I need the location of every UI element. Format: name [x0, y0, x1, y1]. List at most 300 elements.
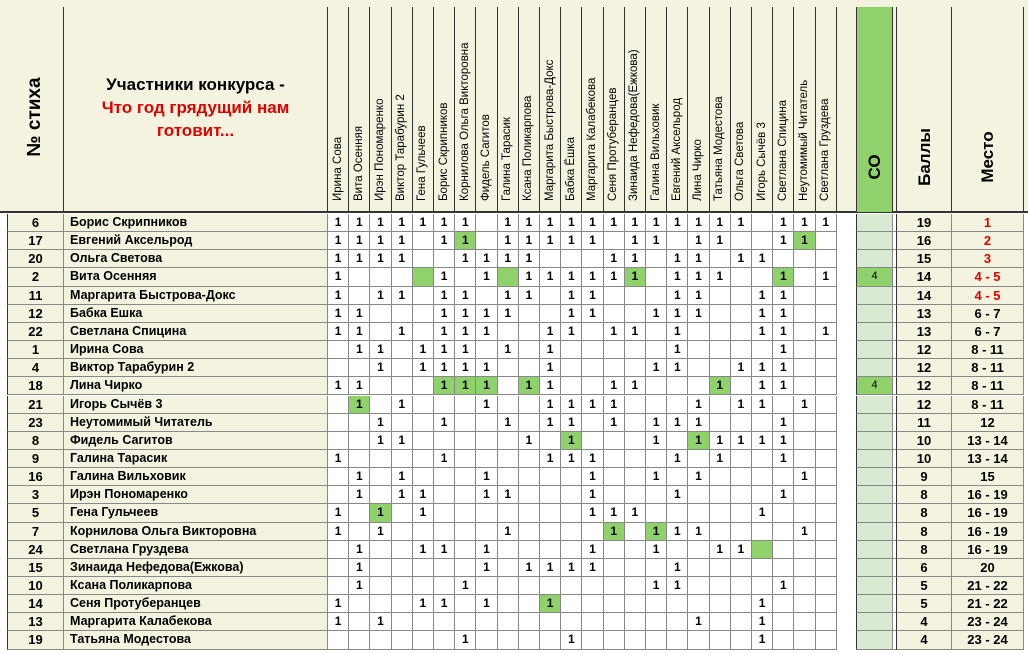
vote-cell — [455, 396, 476, 414]
vote-cell — [646, 613, 667, 631]
vote-cell — [392, 613, 413, 631]
vote-cell: 1 — [688, 232, 709, 250]
vote-cell: 1 — [773, 287, 794, 305]
participant-name: Зинаида Нефедова(Ежкова) — [64, 559, 328, 577]
judge-header — [604, 7, 625, 212]
vote-cell — [434, 468, 455, 486]
vote-cell: 1 — [582, 504, 603, 522]
points-cell: 12 — [896, 396, 952, 414]
vote-cell: 1 — [582, 468, 603, 486]
vote-cell — [413, 268, 434, 286]
vote-cell — [561, 250, 582, 268]
judge-name: Корнилова Ольга Викторовна — [458, 42, 471, 201]
vote-cell — [667, 613, 688, 631]
vote-cell: 1 — [455, 359, 476, 377]
judge-header — [710, 7, 731, 212]
vote-cell: 1 — [773, 486, 794, 504]
vote-cell — [604, 305, 625, 323]
vote-cell — [498, 631, 519, 649]
vote-cell — [625, 613, 646, 631]
points-cell: 12 — [896, 341, 952, 359]
row-number: 2 — [7, 268, 64, 286]
vote-cell: 1 — [392, 396, 413, 414]
vote-cell: 1 — [434, 541, 455, 559]
vote-cell — [625, 559, 646, 577]
judge-name: Зинаида Нефедова(Ежкова) — [628, 49, 641, 201]
place-cell: 12 — [952, 414, 1024, 432]
vote-cell — [392, 341, 413, 359]
vote-cell — [794, 631, 815, 649]
points-cell: 8 — [896, 541, 952, 559]
points-cell: 8 — [896, 486, 952, 504]
judge-name: Ирэн Пономаренко — [373, 98, 386, 201]
vote-cell — [392, 631, 413, 649]
table-row — [0, 468, 1028, 486]
title-line-3: готовит... — [156, 121, 235, 140]
co-cell — [856, 468, 893, 486]
participant-name: Ксана Поликарпова — [64, 577, 328, 595]
place-cell: 16 - 19 — [952, 541, 1024, 559]
vote-cell: 1 — [519, 377, 540, 395]
vote-cell: 1 — [413, 486, 434, 504]
vote-cell — [370, 486, 391, 504]
vote-cell — [625, 523, 646, 541]
vote-cell: 1 — [328, 305, 349, 323]
vote-cell — [434, 523, 455, 541]
vote-cell — [328, 359, 349, 377]
vote-cell — [752, 559, 773, 577]
vote-cell: 1 — [625, 232, 646, 250]
judge-name: Маргарита Быстрова-Докс — [543, 59, 556, 201]
vote-cell — [370, 541, 391, 559]
vote-cell: 1 — [773, 377, 794, 395]
vote-cell — [646, 287, 667, 305]
vote-cell — [498, 377, 519, 395]
vote-cell: 1 — [455, 305, 476, 323]
vote-cell — [773, 250, 794, 268]
co-cell — [856, 595, 893, 613]
judge-header — [519, 7, 540, 212]
row-number: 19 — [7, 631, 64, 649]
vote-cell: 1 — [667, 341, 688, 359]
vote-cell — [540, 468, 561, 486]
vote-cell: 1 — [667, 559, 688, 577]
vote-cell — [731, 414, 752, 432]
co-cell — [856, 450, 893, 468]
vote-cell: 1 — [646, 305, 667, 323]
vote-cell: 1 — [455, 341, 476, 359]
vote-cell — [370, 595, 391, 613]
title-header — [64, 7, 328, 212]
points-cell: 12 — [896, 377, 952, 395]
table-row — [0, 287, 1028, 305]
vote-cell: 1 — [540, 414, 561, 432]
vote-cell — [625, 450, 646, 468]
co-cell — [856, 341, 893, 359]
vote-cell — [816, 287, 837, 305]
vote-cell — [816, 305, 837, 323]
vote-cell — [498, 268, 519, 286]
vote-cell — [476, 504, 497, 522]
vote-cell — [540, 305, 561, 323]
vote-cell: 1 — [773, 414, 794, 432]
vote-cell — [773, 631, 794, 649]
vote-cell — [519, 523, 540, 541]
vote-cell — [582, 432, 603, 450]
vote-cell: 1 — [688, 613, 709, 631]
vote-cell: 1 — [752, 595, 773, 613]
vote-cell — [434, 559, 455, 577]
vote-cell — [434, 631, 455, 649]
vote-cell — [328, 559, 349, 577]
co-cell — [856, 214, 893, 232]
judge-header — [540, 7, 561, 212]
vote-cell — [561, 613, 582, 631]
place-cell: 13 - 14 — [952, 450, 1024, 468]
vote-cell — [455, 414, 476, 432]
place-cell: 23 - 24 — [952, 613, 1024, 631]
vote-cell — [519, 359, 540, 377]
judge-header — [561, 7, 582, 212]
vote-cell: 1 — [455, 214, 476, 232]
row-number: 9 — [7, 450, 64, 468]
co-cell — [856, 613, 893, 631]
vote-cell: 1 — [349, 341, 370, 359]
vote-cell: 1 — [349, 396, 370, 414]
co-cell — [856, 577, 893, 595]
vote-cell — [328, 468, 349, 486]
vote-cell — [455, 468, 476, 486]
vote-cell: 1 — [561, 323, 582, 341]
vote-cell: 1 — [413, 214, 434, 232]
vote-cell — [582, 523, 603, 541]
points-cell: 5 — [896, 577, 952, 595]
vote-cell: 1 — [625, 323, 646, 341]
vote-cell — [582, 377, 603, 395]
vote-cell: 1 — [667, 268, 688, 286]
vote-cell — [328, 341, 349, 359]
vote-cell — [519, 541, 540, 559]
vote-cell — [731, 631, 752, 649]
table-row — [0, 341, 1028, 359]
vote-cell — [688, 359, 709, 377]
participant-name: Татьяна Модестова — [64, 631, 328, 649]
place-cell: 16 - 19 — [952, 486, 1024, 504]
points-cell: 13 — [896, 305, 952, 323]
table-row — [0, 396, 1028, 414]
vote-cell — [582, 613, 603, 631]
vote-cell — [646, 559, 667, 577]
vote-cell — [413, 613, 434, 631]
vote-cell: 1 — [794, 523, 815, 541]
vote-cell — [816, 541, 837, 559]
vote-cell: 1 — [540, 323, 561, 341]
vote-cell — [476, 232, 497, 250]
vote-cell — [413, 396, 434, 414]
vote-cell: 1 — [434, 323, 455, 341]
vote-cell: 1 — [498, 486, 519, 504]
vote-cell: 1 — [392, 432, 413, 450]
vote-cell — [413, 323, 434, 341]
vote-cell — [582, 359, 603, 377]
vote-cell — [752, 268, 773, 286]
vote-cell — [455, 486, 476, 504]
vote-cell — [413, 232, 434, 250]
vote-cell: 1 — [816, 214, 837, 232]
vote-cell: 1 — [392, 287, 413, 305]
vote-cell: 1 — [604, 250, 625, 268]
vote-cell — [413, 468, 434, 486]
vote-cell: 1 — [519, 432, 540, 450]
vote-cell: 1 — [667, 287, 688, 305]
title-line-2: Что год грядущий нам — [101, 98, 290, 117]
vote-cell — [455, 541, 476, 559]
vote-cell: 1 — [731, 250, 752, 268]
place-cell: 6 - 7 — [952, 305, 1024, 323]
vote-cell — [434, 613, 455, 631]
vote-cell — [604, 232, 625, 250]
table-row — [0, 631, 1028, 649]
vote-cell: 1 — [413, 595, 434, 613]
vote-cell — [752, 523, 773, 541]
vote-cell — [688, 341, 709, 359]
participant-name: Вита Осенняя — [64, 268, 328, 286]
points-cell: 6 — [896, 559, 952, 577]
vote-cell — [625, 486, 646, 504]
vote-cell — [370, 268, 391, 286]
vote-cell — [710, 577, 731, 595]
vote-cell — [370, 577, 391, 595]
vote-cell: 1 — [370, 250, 391, 268]
vote-cell: 1 — [328, 232, 349, 250]
vote-cell — [667, 432, 688, 450]
vote-cell: 1 — [370, 432, 391, 450]
co-header-label: СО — [865, 154, 884, 180]
vote-cell — [498, 559, 519, 577]
vote-cell — [816, 523, 837, 541]
judge-name: Вита Осенняя — [352, 125, 365, 201]
vote-cell — [710, 323, 731, 341]
vote-cell — [604, 631, 625, 649]
vote-cell — [413, 631, 434, 649]
table-row — [0, 523, 1028, 541]
vote-cell — [625, 631, 646, 649]
vote-cell — [413, 287, 434, 305]
vote-cell: 1 — [370, 214, 391, 232]
vote-cell: 1 — [561, 214, 582, 232]
vote-cell: 1 — [349, 577, 370, 595]
vote-cell — [710, 523, 731, 541]
vote-cell — [604, 359, 625, 377]
vote-cell: 1 — [752, 631, 773, 649]
vote-cell: 1 — [710, 377, 731, 395]
participant-name: Маргарита Калабекова — [64, 613, 328, 631]
vote-cell: 1 — [392, 250, 413, 268]
vote-cell — [773, 595, 794, 613]
vote-cell — [561, 377, 582, 395]
judge-header — [731, 7, 752, 212]
vote-cell: 1 — [328, 613, 349, 631]
vote-cell: 1 — [392, 214, 413, 232]
participant-name: Виктор Тарабурин 2 — [64, 359, 328, 377]
participant-name: Игорь Сычёв 3 — [64, 396, 328, 414]
points-cell: 14 — [896, 268, 952, 286]
vote-cell: 1 — [731, 214, 752, 232]
table-row — [0, 250, 1028, 268]
participant-name: Борис Скрипников — [64, 214, 328, 232]
vote-cell: 1 — [710, 450, 731, 468]
row-number: 16 — [7, 468, 64, 486]
vote-cell: 1 — [370, 232, 391, 250]
vote-cell: 1 — [710, 232, 731, 250]
vote-cell — [498, 613, 519, 631]
vote-cell — [604, 613, 625, 631]
co-cell — [856, 559, 893, 577]
vote-cell: 1 — [773, 323, 794, 341]
place-cell: 8 - 11 — [952, 341, 1024, 359]
vote-cell: 1 — [519, 559, 540, 577]
table-row — [0, 486, 1028, 504]
vote-cell: 1 — [498, 305, 519, 323]
vote-cell — [349, 504, 370, 522]
participant-name: Светлана Спицина — [64, 323, 328, 341]
judge-header — [752, 7, 773, 212]
vote-cell: 1 — [604, 523, 625, 541]
vote-cell — [625, 595, 646, 613]
row-number: 11 — [7, 287, 64, 305]
vote-cell: 1 — [688, 432, 709, 450]
vote-cell: 1 — [667, 486, 688, 504]
co-cell — [856, 541, 893, 559]
vote-cell — [710, 359, 731, 377]
vote-cell: 1 — [561, 432, 582, 450]
vote-cell — [349, 613, 370, 631]
vote-cell — [688, 631, 709, 649]
vote-cell: 1 — [582, 450, 603, 468]
vote-cell: 1 — [625, 250, 646, 268]
vote-cell — [794, 486, 815, 504]
vote-cell: 1 — [328, 450, 349, 468]
vote-cell — [625, 432, 646, 450]
vote-cell: 1 — [540, 396, 561, 414]
vote-cell: 1 — [816, 268, 837, 286]
vote-cell: 1 — [540, 268, 561, 286]
points-cell: 8 — [896, 504, 952, 522]
vote-cell — [794, 250, 815, 268]
vote-cell: 1 — [498, 250, 519, 268]
vote-cell — [392, 504, 413, 522]
vote-cell: 1 — [688, 268, 709, 286]
vote-cell: 1 — [540, 450, 561, 468]
vote-cell: 1 — [498, 523, 519, 541]
table-row — [0, 450, 1028, 468]
vote-cell — [455, 504, 476, 522]
row-number: 8 — [7, 432, 64, 450]
vote-cell — [816, 432, 837, 450]
vote-cell: 1 — [625, 268, 646, 286]
vote-cell — [646, 396, 667, 414]
vote-cell: 1 — [582, 396, 603, 414]
vote-cell — [540, 486, 561, 504]
judge-header — [498, 7, 519, 212]
vote-cell: 1 — [540, 232, 561, 250]
vote-cell — [688, 504, 709, 522]
points-cell: 9 — [896, 468, 952, 486]
points-cell: 15 — [896, 250, 952, 268]
vote-cell — [794, 577, 815, 595]
vote-cell — [688, 577, 709, 595]
vote-cell — [752, 232, 773, 250]
vote-cell — [731, 287, 752, 305]
table-row — [0, 504, 1028, 522]
vote-cell: 1 — [455, 631, 476, 649]
vote-cell — [498, 323, 519, 341]
participant-name: Маргарита Быстрова-Докс — [64, 287, 328, 305]
participant-name: Евгений Аксельрод — [64, 232, 328, 250]
vote-cell: 1 — [476, 377, 497, 395]
vote-cell — [498, 577, 519, 595]
row-number: 13 — [7, 613, 64, 631]
vote-cell: 1 — [561, 450, 582, 468]
vote-cell — [667, 541, 688, 559]
vote-cell: 1 — [413, 504, 434, 522]
place-header — [952, 7, 1024, 212]
vote-cell — [646, 595, 667, 613]
vote-cell: 1 — [349, 232, 370, 250]
vote-cell — [752, 450, 773, 468]
vote-cell — [731, 468, 752, 486]
vote-cell — [370, 305, 391, 323]
co-cell — [856, 486, 893, 504]
vote-cell — [519, 323, 540, 341]
vote-cell — [476, 287, 497, 305]
vote-cell — [455, 559, 476, 577]
vote-cell — [646, 450, 667, 468]
vote-cell: 1 — [582, 232, 603, 250]
vote-cell: 1 — [392, 232, 413, 250]
vote-cell: 1 — [392, 486, 413, 504]
table-row — [0, 268, 1028, 286]
vote-cell — [625, 287, 646, 305]
vote-cell — [540, 250, 561, 268]
vote-cell — [816, 631, 837, 649]
table-row — [0, 613, 1028, 631]
vote-cell — [519, 305, 540, 323]
vote-cell: 1 — [625, 504, 646, 522]
vote-cell — [731, 559, 752, 577]
vote-cell — [413, 523, 434, 541]
vote-cell — [328, 631, 349, 649]
vote-cell: 1 — [794, 214, 815, 232]
judge-name: Игорь Сычёв 3 — [755, 122, 768, 201]
vote-cell — [710, 595, 731, 613]
table-row — [0, 432, 1028, 450]
judge-name: Галина Вильховик — [649, 103, 662, 201]
vote-cell: 1 — [582, 287, 603, 305]
judge-name: Евгений Аксельрод — [670, 97, 683, 201]
vote-cell — [476, 450, 497, 468]
vote-cell — [625, 577, 646, 595]
points-cell: 4 — [896, 631, 952, 649]
vote-cell — [752, 541, 773, 559]
vote-cell: 1 — [752, 396, 773, 414]
vote-cell — [731, 377, 752, 395]
vote-cell — [710, 559, 731, 577]
vote-cell: 1 — [646, 359, 667, 377]
vote-cell: 1 — [434, 305, 455, 323]
points-header-label: Баллы — [915, 128, 934, 186]
vote-cell — [604, 486, 625, 504]
